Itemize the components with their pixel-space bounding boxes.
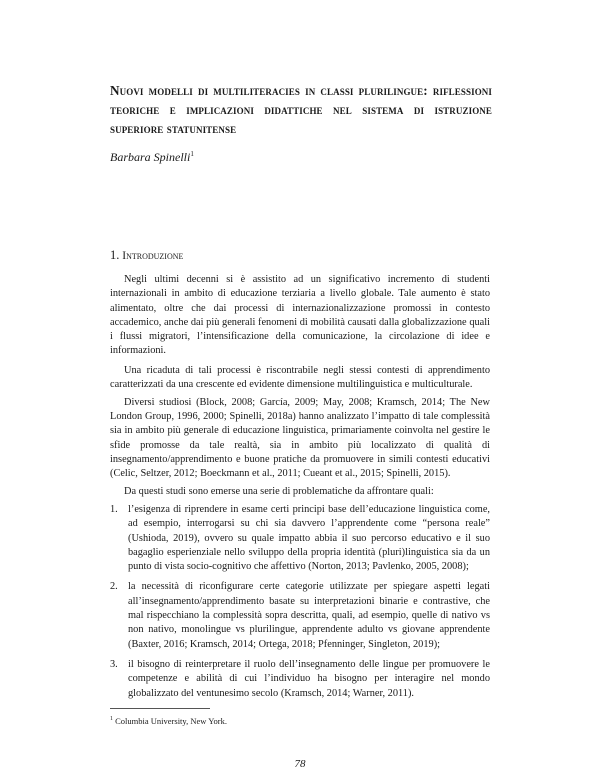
list-marker: 3. xyxy=(110,658,118,670)
author-line xyxy=(110,150,194,165)
author-name: Barbara Spinelli xyxy=(110,150,191,164)
list-item xyxy=(110,503,490,574)
footnote-divider xyxy=(110,708,210,709)
list-item-text: la necessità di riconfigurare certe categorie utilizzate per spiegare aspetti legati all’insegnamento/apprendimento basate su interpretazioni binarie e contrastive, che mal rispecchiano la complessità sopra descritta, quali, ad esempio, quelle di nativo vs non nativo, monolingue vs plurilingue, apprendente adulto vs giovane apprendente (Baxter, 2016; Kramsch, 2014; Ortega, 2018; Pfenninger, Singleton, 2019); xyxy=(128,581,490,650)
section-heading xyxy=(110,248,183,263)
list-item-text: l’esigenza di riprendere in esame certi principi base dell’educazione linguistica come, ad esempio, interrogarsi su chi sia davvero l’apprendente come “persona reale” (Ushioda, 2019), ovvero su quale impatto abbia il suo percorso educativo e il suo bagaglio esperienziale nello sviluppo della propria identità (pluri)linguistica sia da un punto di vista socio-cognitivo che affettivo (Norton, 2013; Pavlenko, 2005, 2008); xyxy=(128,503,490,573)
section-title: Introduzione xyxy=(122,250,184,262)
article-body xyxy=(110,273,490,707)
list-item-text: il bisogno di reinterpretare il ruolo dell’insegnamento delle lingue per promuovere le competenze e abilità di cui l’individuo ha bisogno per interagire nel mondo globalizzato del ventunesimo secolo (Kramsch, 2014; Warner, 2011). xyxy=(128,658,490,699)
list-marker: 2. xyxy=(110,581,118,593)
page-number: 78 xyxy=(294,758,306,770)
issues-list xyxy=(110,503,490,701)
paragraph: Negli ultimi decenni si è assistito ad un significativo incremento di studenti internazionali in ambito di educazione terziaria a livello globale. Tale aumento è stato alimentato, oltre che dai processi di internazionalizzazione promossi in contesto accademico, anche dai più generali fenomeni di mobilità causati dalla globalizzazione quali i flussi migratori, l’intensificazione della comunicazione, la circolazione di idee e informazioni. xyxy=(110,274,490,357)
footnote xyxy=(110,716,227,726)
footnote-marker: 1 xyxy=(110,716,113,723)
section-number: 1. xyxy=(110,248,120,262)
list-marker: 1. xyxy=(110,503,118,515)
paragraph: Una ricaduta di tali processi è riscontrabile negli stessi contesti di apprendimento caratterizzati da una crescente ed evidente dimensione multilinguistica e multiculturale. xyxy=(110,364,490,391)
author-note-marker: 1 xyxy=(190,150,194,158)
paragraph: Da questi studi sono emerse una serie di problematiche da affrontare quali: xyxy=(124,486,434,498)
list-item xyxy=(110,658,490,701)
footnote-text: Columbia University, New York. xyxy=(115,716,227,726)
article-title: Nuovi modelli di multiliteracies in classi plurilingue: riflessioni teoriche e implicazioni didattiche nel sistema di istruzione superiore statunitense xyxy=(110,83,492,136)
paragraph: Diversi studiosi (Block, 2008; García, 2009; May, 2008; Kramsch, 2014; The New London Group, 1996, 2000; Spinelli, 2018a) hanno analizzato l’impatto di tale complessità sia in ambito più generale di educazione linguistica, primariamente coinvolta nel gestire le sfide promosse da tale realtà, sia in ambito più localizzato di qualità di insegnamento/apprendimento e buone pratiche da promuovere in simili contesti educativi (Celic, Seltzer, 2012; Boeckmann et al., 2011; Cueant et al., 2015; Spinelli, 2015). xyxy=(110,396,490,480)
list-item xyxy=(110,580,490,651)
